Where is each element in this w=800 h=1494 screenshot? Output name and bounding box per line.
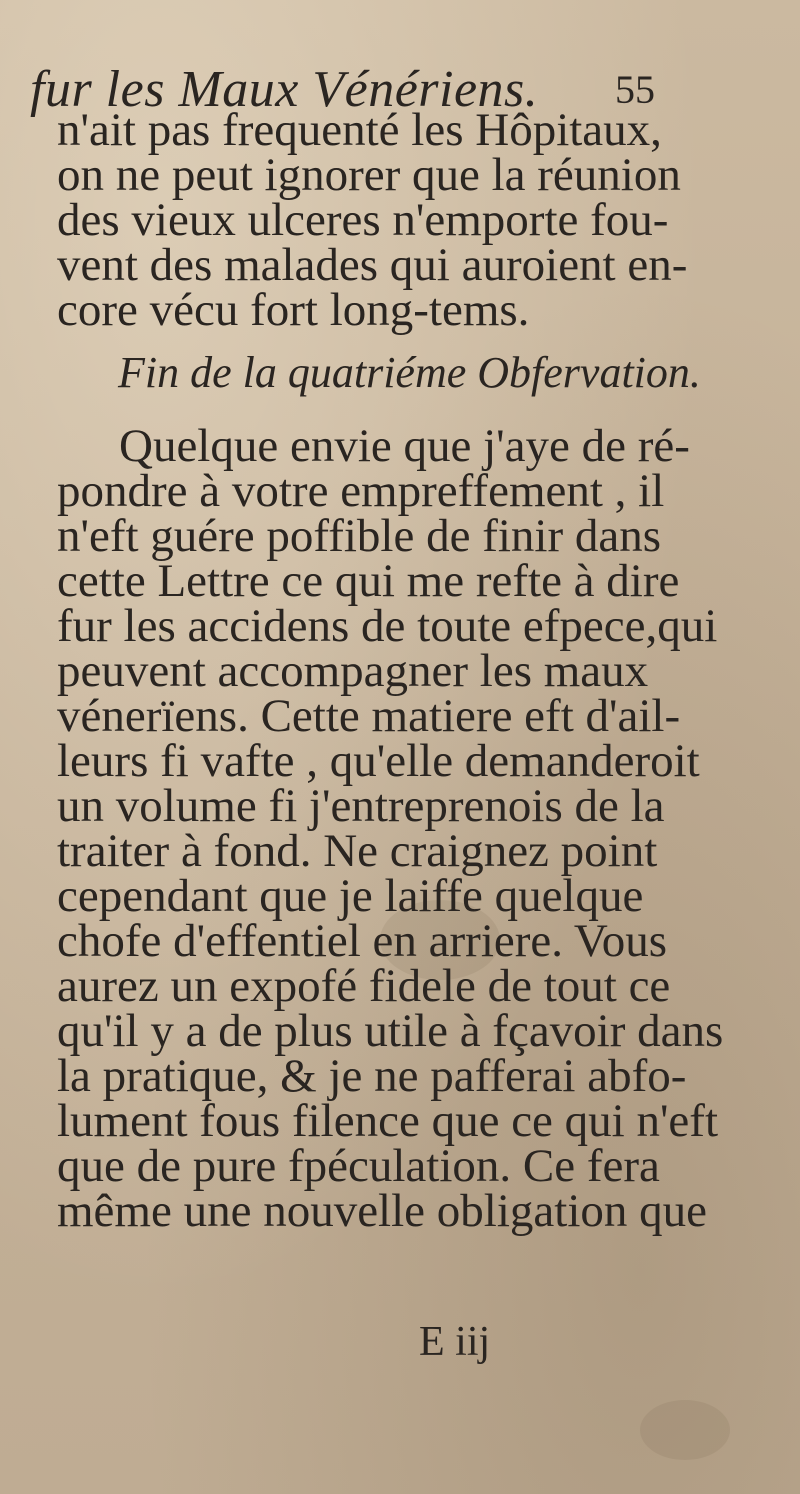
text-line: on ne peut ignorer que la réunion: [57, 149, 681, 201]
text-line: vénerïens. Cette matiere eft d'ail-: [57, 690, 681, 742]
text-line: n'ait pas frequenté les Hôpitaux,: [57, 104, 662, 156]
text-line: chofe d'effentiel en arriere. Vous: [57, 915, 668, 967]
paragraph-continued: [57, 104, 747, 336]
running-title: fur les Maux Vénériens.: [30, 61, 539, 118]
text-line: vent des malades qui auroient en-: [57, 239, 688, 291]
section-end-heading: Fin de la quatriéme Obfervation.: [118, 348, 701, 397]
text-line: pondre à votre empreffement , il: [57, 465, 665, 517]
text-line: core vécu fort long-tems.: [57, 284, 530, 336]
text-line: traiter à fond. Ne craignez point: [57, 825, 658, 877]
text-line: qu'il y a de plus utile à fçavoir dans: [57, 1005, 724, 1057]
text-line: cette Lettre ce qui me refte à dire: [57, 555, 680, 607]
text-line: fur les accidens de toute efpece,qui: [57, 600, 718, 652]
paper-stain: [640, 1400, 730, 1460]
text-line: un volume fi j'entreprenois de la: [57, 780, 665, 832]
text-line: aurez un expofé fidele de tout ce: [57, 960, 671, 1012]
text-line: des vieux ulceres n'emporte fou-: [57, 194, 669, 246]
signature-mark: E iij: [419, 1319, 491, 1365]
text-line: peuvent accompagner les maux: [57, 645, 649, 697]
paragraph-new: [57, 420, 747, 1237]
text-line: lument fous filence que ce qui n'eft: [57, 1095, 719, 1147]
text-line: Quelque envie que j'aye de ré-: [119, 420, 690, 472]
text-line: cependant que je laiffe quelque: [57, 870, 644, 922]
text-line: n'eft guére poffible de finir dans: [57, 510, 662, 562]
text-line: leurs fi vafte , qu'elle demanderoit: [57, 735, 700, 787]
text-line: même une nouvelle obligation que: [57, 1185, 707, 1237]
page-number: 55: [615, 67, 655, 112]
text-line: la pratique, & je ne pafferai abfo-: [57, 1050, 687, 1102]
text-line: que de pure fpéculation. Ce fera: [57, 1140, 660, 1192]
